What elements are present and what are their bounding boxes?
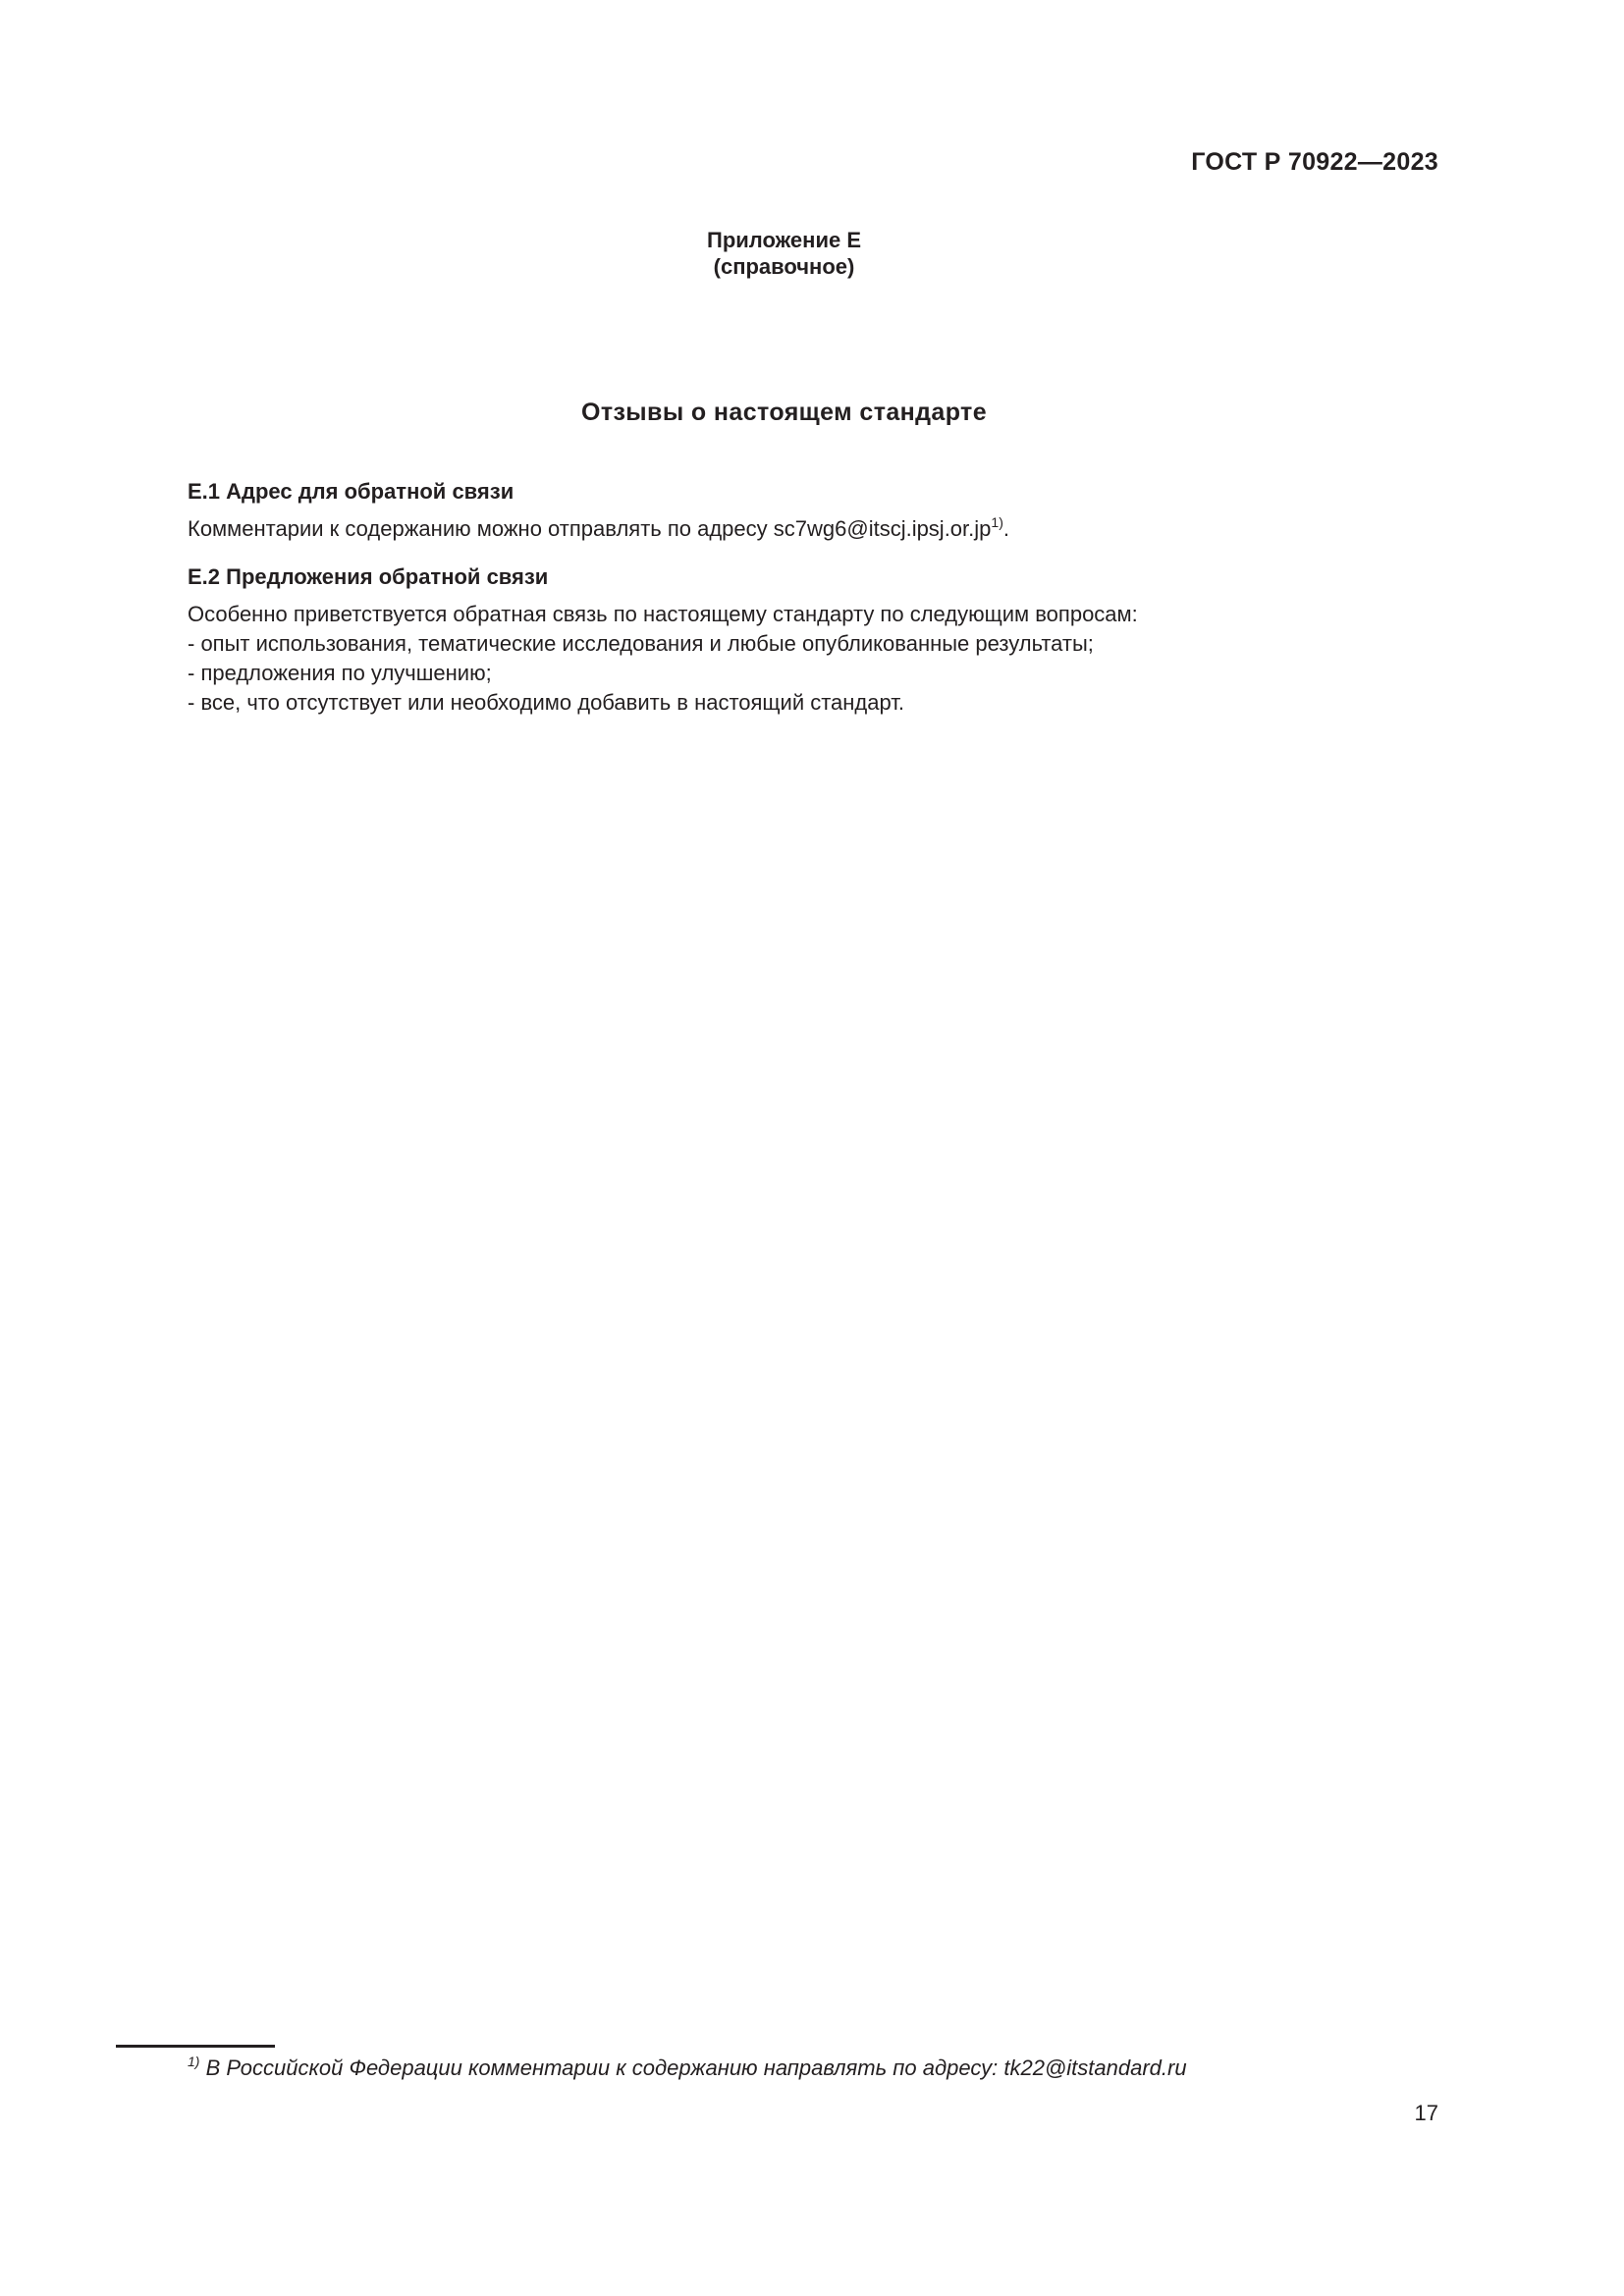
annex-title: Приложение Е	[707, 228, 861, 252]
footnote	[188, 2056, 1187, 2081]
clause-e1-period: .	[1002, 516, 1009, 541]
page-number: 17	[1414, 2101, 1438, 2125]
annex-heading	[0, 227, 1568, 280]
clause-e2-bullet-3: - все, что отсутствует или необходимо добавить в настоящий стандарт.	[188, 690, 905, 715]
clause-e2-heading: Е.2 Предложения обратной связи	[188, 564, 549, 589]
clause-e2-bullet-1: - опыт использования, тематические исследования и любые опубликованные результаты;	[188, 631, 1094, 656]
clause-e2-intro: Особенно приветствуется обратная связь по настоящему стандарту по следующим вопросам:	[188, 602, 1138, 626]
footnote-reference: 1)	[991, 514, 1003, 530]
annex-subtitle: (справочное)	[713, 254, 855, 279]
clause-e1-text	[188, 516, 1009, 542]
document-code: ГОСТ Р 70922—2023	[1191, 148, 1438, 176]
footnote-divider	[116, 2045, 275, 2048]
footnote-marker: 1)	[188, 2054, 200, 2069]
section-title: Отзывы о настоящем стандарте	[580, 399, 988, 426]
clause-e1-line: Комментарии к содержанию можно отправлять по адресу sc7wg6@itscj.ipsj.or.jp	[188, 516, 992, 541]
clause-e1-heading: Е.1 Адрес для обратной связи	[188, 479, 514, 504]
footnote-text: В Российской Федерации комментарии к содержанию направлять по адресу: tk22@itstandard.ru	[199, 2056, 1187, 2080]
clause-e2-bullet-2: - предложения по улучшению;	[188, 661, 492, 685]
